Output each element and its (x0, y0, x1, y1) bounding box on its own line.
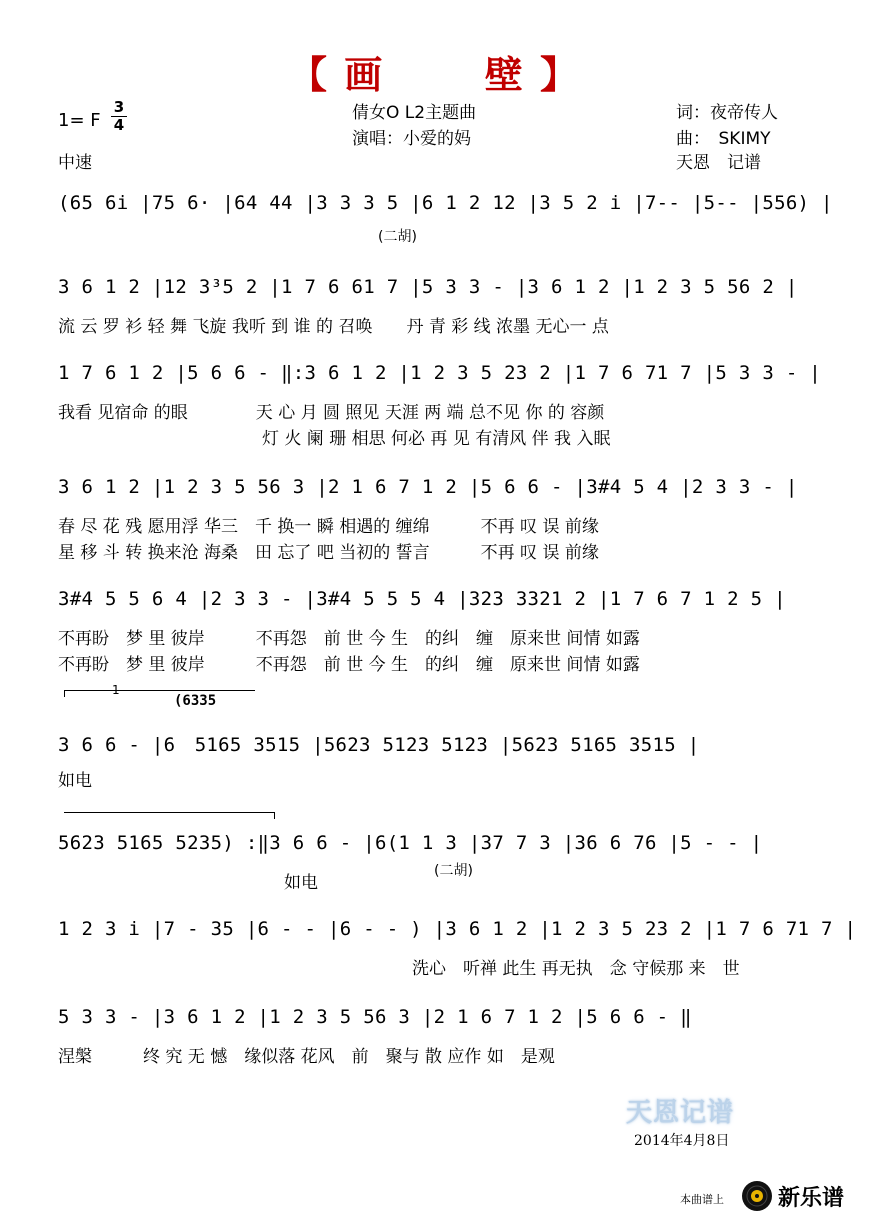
time-signature-bottom: 4 (113, 116, 125, 134)
lyric-line-7: 如电 (284, 873, 318, 893)
lyric-line-3b: 灯 火 阑 珊 相思 何必 再 见 有清风 伴 我 入眠 (58, 429, 611, 449)
lyricist-credit: 词：夜帝传人 (676, 103, 778, 123)
brand-logo-text[interactable]: 新乐谱 (778, 1186, 845, 1211)
lyric-line-5b: 不再盼 梦 里 彼岸 不再怨 前 世 今 生 的纠 缠 原来世 间情 如露 (58, 655, 640, 675)
key-signature: 1= F (58, 110, 101, 131)
hosted-on-label: 本曲谱上 (680, 1193, 724, 1206)
volta-bracket-1-end (64, 812, 275, 819)
vinyl-disc-icon (741, 1180, 773, 1212)
lyric-line-8: 洗心 听禅 此生 再无执 念 守候那 来 世 (412, 959, 740, 979)
volta-bracket-1 (64, 690, 255, 697)
time-signature-top: 3 (113, 98, 125, 116)
tempo-marking: 中速 (58, 153, 92, 173)
lyric-line-5a: 不再盼 梦 里 彼岸 不再怨 前 世 今 生 的纠 缠 原来世 间情 如露 (58, 629, 640, 649)
volta-number-1: 1 (112, 683, 120, 697)
score-line-1: (65 6i |75 6· |64 44 |3 3 3 5 |6 1 2 12 |3 5 2 i |7-- |5-- |556) | (58, 192, 833, 214)
composer-credit: 曲： SKIMY (676, 129, 771, 149)
song-title (0, 44, 869, 99)
title-bracket-left: 【 (289, 53, 330, 97)
score-line-3: 1 7 6 1 2 |5 6 6 - ‖:3 6 1 2 |1 2 3 5 23 2 |1 7 6 71 7 |5 3 3 - | (58, 362, 822, 384)
lyric-line-3a: 我看 见宿命 的眼 天 心 月 圆 照见 天涯 两 端 总不见 你 的 容颜 (58, 403, 605, 423)
score-line-2: 3 6 1 2 |12 3³5 2 |1 7 6 61 7 |5 3 3 - |3 6 1 2 |1 2 3 5 56 2 | (58, 276, 798, 298)
score-line-9: 5 3 3 - |3 6 1 2 |1 2 3 5 56 3 |2 1 6 7 1 2 |5 6 6 - ‖ (58, 1006, 692, 1028)
time-signature (111, 100, 127, 133)
transcriber-stamp: 天恩记谱 (626, 1098, 735, 1128)
line-6-top-notes: (6335 (174, 693, 217, 709)
score-line-8: 1 2 3 i |7 - 35 |6 - - |6 - - ) |3 6 1 2 |1 2 3 5 23 2 |1 7 6 71 7 | (58, 918, 857, 940)
score-line-6: 3 6 6 - |6 5165 3515 |5623 5123 5123 |5623 5165 3515 | (58, 734, 700, 756)
lyric-line-2: 流 云 罗 衫 轻 舞 飞旋 我听 到 谁 的 召唤 丹 青 彩 线 浓墨 无心一 点 (58, 317, 609, 337)
lyric-line-4b: 星 移 斗 转 换来沧 海桑 田 忘了 吧 当初的 誓言 不再 叹 误 前缘 (58, 543, 599, 563)
transcriber-credit: 天恩 记谱 (676, 153, 761, 173)
erhu-note-2: (二胡) (434, 863, 473, 879)
title-char-2: 壁 (484, 53, 525, 97)
title-bracket-right: 】 (539, 53, 580, 97)
title-char-1: 画 (344, 53, 385, 97)
transcription-date: 2014年4月8日 (634, 1133, 730, 1149)
lyric-line-6: 如电 (58, 771, 92, 791)
subtitle: 倩女O L2主题曲 (352, 103, 477, 123)
score-line-7: 5623 5165 5235) :‖3 6 6 - |6(1 1 3 |37 7 3 |36 6 76 |5 - - | (58, 832, 763, 854)
singer-credit: 演唱：小爱的妈 (352, 129, 471, 149)
score-line-4: 3 6 1 2 |1 2 3 5 56 3 |2 1 6 7 1 2 |5 6 6 - |3#4 5 4 |2 3 3 - | (58, 476, 798, 498)
erhu-note-1: (二胡) (378, 229, 417, 245)
lyric-line-4a: 春 尽 花 残 愿用浮 华三 千 换一 瞬 相遇的 缠绵 不再 叹 误 前缘 (58, 517, 599, 537)
score-line-5: 3#4 5 5 6 4 |2 3 3 - |3#4 5 5 5 4 |323 3321 2 |1 7 6 7 1 2 5 | (58, 588, 786, 610)
lyric-line-9: 涅槃 终 究 无 憾 缘似落 花风 前 聚与 散 应作 如 是观 (58, 1047, 555, 1067)
